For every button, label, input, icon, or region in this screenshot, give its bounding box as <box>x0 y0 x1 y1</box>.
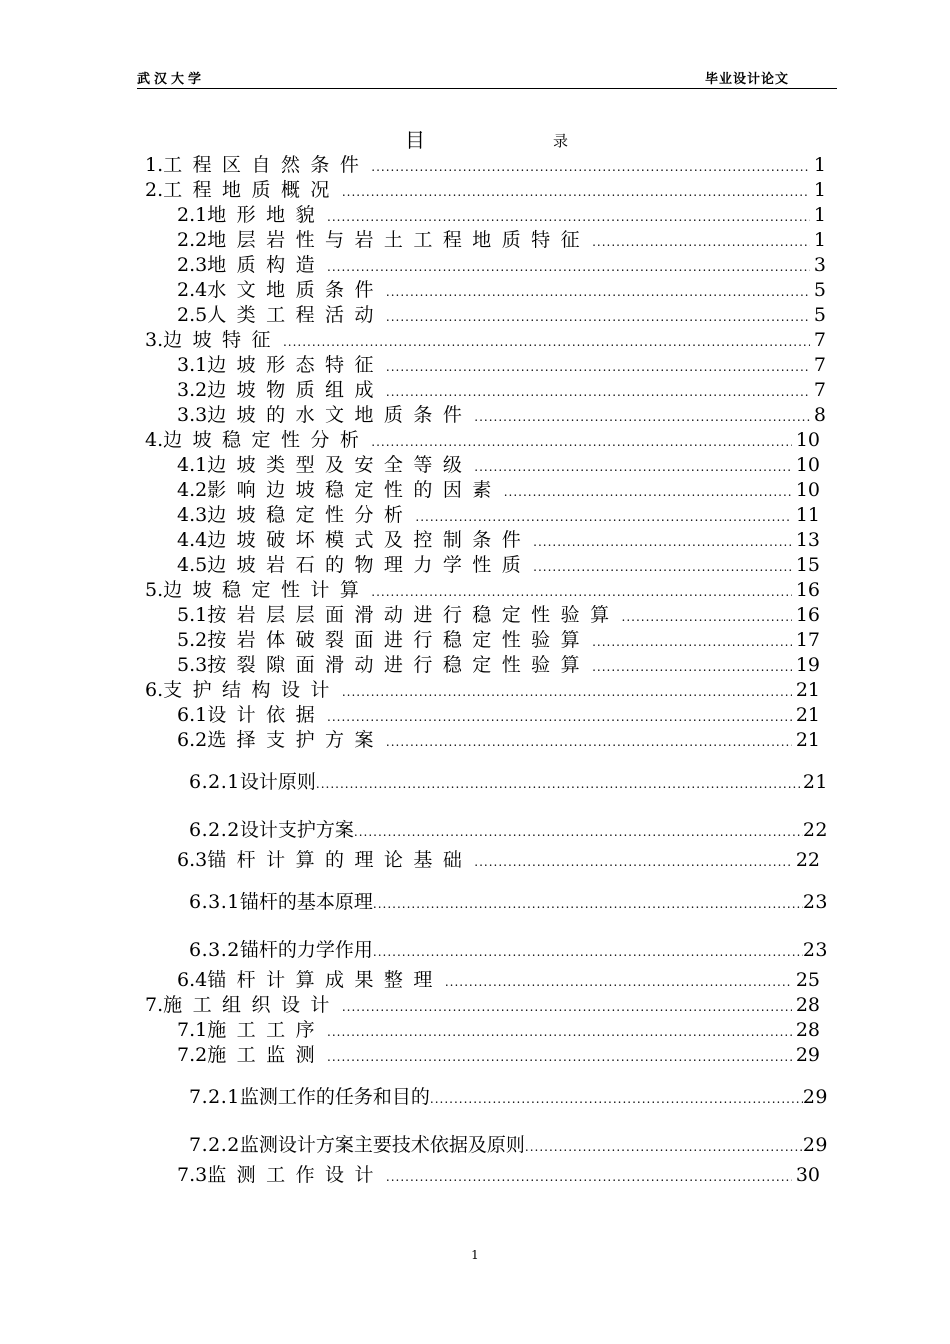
toc-entry-page: 21 <box>795 679 820 701</box>
toc-leader-dots <box>474 855 792 869</box>
toc-entry[interactable] <box>189 1130 828 1154</box>
toc-entry-page: 29 <box>802 1086 828 1108</box>
toc-leader-dots <box>386 735 792 749</box>
toc-entry-page: 29 <box>802 1134 828 1156</box>
toc-entry-number: 2.4 <box>177 279 208 301</box>
toc-entry-label: 工程区自然条件 <box>163 154 370 176</box>
toc-entry-label: 设计支护方案 <box>239 819 354 841</box>
toc-entry-number: 6.1 <box>177 704 208 726</box>
toc-leader-dots <box>371 435 792 449</box>
toc-entry[interactable] <box>177 845 820 869</box>
toc-entry-number: 6.4 <box>177 969 208 991</box>
toc-entry[interactable] <box>189 815 828 839</box>
toc-leader-dots <box>327 1050 792 1064</box>
toc-title-part1: 目 <box>405 128 425 152</box>
toc-entry-label: 施工监测 <box>207 1044 326 1066</box>
toc-entry-label: 设计依据 <box>207 704 326 726</box>
toc-entry[interactable] <box>177 300 826 324</box>
toc-leader-dots <box>283 335 810 349</box>
toc-entry-label: 边坡物质组成 <box>207 379 384 401</box>
toc-entry-label: 锚杆计算的理论基础 <box>207 849 473 871</box>
toc-entry[interactable] <box>177 1015 820 1039</box>
toc-entry-number: 6.3 <box>177 849 208 871</box>
toc-leader-dots <box>504 485 792 499</box>
toc-entry-number: 2.5 <box>177 304 208 326</box>
toc-entry-label: 锚杆的力学作用 <box>239 939 373 961</box>
toc-entry[interactable] <box>189 767 828 791</box>
toc-entry-page: 11 <box>795 504 820 526</box>
toc-leader-dots <box>327 1025 792 1039</box>
toc-entry[interactable] <box>177 475 820 499</box>
toc-title-part2: 录 <box>553 132 569 150</box>
toc-entry[interactable] <box>177 275 826 299</box>
toc-entry-page: 10 <box>795 479 820 501</box>
toc-entry-label: 锚杆的基本原理 <box>239 891 373 913</box>
toc-entry[interactable] <box>177 525 820 549</box>
toc-entry-page: 1 <box>813 179 826 201</box>
toc-entry-number: 6. <box>145 679 164 701</box>
toc-entry-number: 4.3 <box>177 504 208 526</box>
toc-entry-number: 3.2 <box>177 379 208 401</box>
toc-entry-number: 7.1 <box>177 1019 208 1041</box>
toc-entry-page: 5 <box>813 279 826 301</box>
toc-leader-dots <box>533 560 792 574</box>
toc-leader-dots <box>430 1092 803 1106</box>
toc-entry-page: 10 <box>795 429 820 451</box>
toc-entry-number: 6.3.2 <box>189 939 240 961</box>
toc-entry[interactable] <box>177 965 820 989</box>
toc-entry-page: 1 <box>813 204 826 226</box>
toc-entry-number: 6.2 <box>177 729 208 751</box>
toc-entry-label: 边坡类型及安全等级 <box>207 454 473 476</box>
toc-entry-label: 边坡稳定性计算 <box>163 579 370 601</box>
toc-entry-label: 地质构造 <box>207 254 326 276</box>
toc-entry[interactable] <box>189 935 828 959</box>
toc-entry[interactable] <box>177 400 826 424</box>
toc-leader-dots <box>533 535 792 549</box>
toc-entry-page: 23 <box>802 939 828 961</box>
toc-leader-dots <box>474 460 792 474</box>
toc-entry-page: 10 <box>795 454 820 476</box>
toc-leader-dots <box>592 635 792 649</box>
toc-entry-page: 22 <box>802 819 828 841</box>
toc-leader-dots <box>373 945 803 959</box>
toc-entry[interactable] <box>177 650 820 674</box>
toc-entry-number: 4.2 <box>177 479 208 501</box>
toc-entry-number: 2.1 <box>177 204 208 226</box>
toc-entry-label: 监测工作的任务和目的 <box>239 1086 430 1108</box>
toc-entry-number: 4. <box>145 429 164 451</box>
toc-entry-number: 3.1 <box>177 354 208 376</box>
toc-entry-page: 5 <box>813 304 826 326</box>
toc-entry[interactable] <box>177 350 826 374</box>
toc-entry-label: 按裂隙面滑动进行稳定性验算 <box>207 654 591 676</box>
toc-entry-number: 3.3 <box>177 404 208 426</box>
toc-leader-dots <box>445 975 792 989</box>
toc-leader-dots <box>342 685 792 699</box>
toc-entry-page: 19 <box>795 654 820 676</box>
toc-leader-dots <box>327 210 810 224</box>
toc-entry-label: 锚杆计算成果整理 <box>207 969 443 991</box>
toc-entry-label: 施工工序 <box>207 1019 326 1041</box>
toc-entry-number: 2.2 <box>177 229 208 251</box>
toc-leader-dots <box>373 897 803 911</box>
toc-entry-number: 5. <box>145 579 164 601</box>
toc-entry-number: 1. <box>145 154 164 176</box>
toc-leader-dots <box>342 1000 792 1014</box>
toc-entry[interactable] <box>177 550 820 574</box>
toc-leader-dots <box>386 285 810 299</box>
toc-entry[interactable] <box>145 990 820 1014</box>
toc-title <box>0 124 950 150</box>
toc-entry-page: 30 <box>795 1164 820 1186</box>
toc-entry-page: 7 <box>813 354 826 376</box>
toc-entry-number: 5.2 <box>177 629 208 651</box>
toc-entry[interactable] <box>177 450 820 474</box>
toc-entry-number: 6.2.2 <box>189 819 240 841</box>
toc-entry-label: 边坡形态特征 <box>207 354 384 376</box>
toc-entry[interactable] <box>145 425 820 449</box>
toc-leader-dots <box>386 360 810 374</box>
page-number: 1 <box>471 1248 479 1262</box>
toc-entry-number: 7.2.1 <box>189 1086 240 1108</box>
toc-entry[interactable] <box>145 575 820 599</box>
toc-leader-dots <box>415 510 791 524</box>
toc-entry-page: 3 <box>813 254 826 276</box>
toc-entry-page: 13 <box>795 529 820 551</box>
toc-entry-page: 7 <box>813 379 826 401</box>
toc-entry-page: 17 <box>795 629 820 651</box>
toc-entry-number: 7. <box>145 994 164 1016</box>
toc-entry[interactable] <box>177 725 820 749</box>
header-doc-type: 毕业设计论文 <box>704 72 789 87</box>
toc-entry-label: 设计原则 <box>239 771 316 793</box>
toc-entry-number: 2. <box>145 179 164 201</box>
toc-entry-page: 25 <box>795 969 820 991</box>
toc-leader-dots <box>592 235 810 249</box>
toc-entry-page: 21 <box>795 729 820 751</box>
toc-entry-number: 4.1 <box>177 454 208 476</box>
toc-entry[interactable] <box>145 175 826 199</box>
toc-entry-label: 监测工作设计 <box>207 1164 384 1186</box>
header-university: 武汉大学 <box>137 72 206 87</box>
toc-entry[interactable] <box>145 150 826 174</box>
toc-entry-label: 地形地貌 <box>207 204 326 226</box>
toc-entry-page: 28 <box>795 1019 820 1041</box>
toc-entry-label: 按岩体破裂面进行稳定性验算 <box>207 629 591 651</box>
toc-entry-number: 4.4 <box>177 529 208 551</box>
toc-entry-label: 人类工程活动 <box>207 304 384 326</box>
toc-entry[interactable] <box>177 600 820 624</box>
toc-entry-page: 7 <box>813 329 826 351</box>
toc-entry-page: 16 <box>795 604 820 626</box>
toc-entry[interactable] <box>145 675 820 699</box>
page-header <box>137 66 837 89</box>
toc-entry-label: 支护结构设计 <box>163 679 340 701</box>
toc-entry[interactable] <box>145 325 826 349</box>
toc-leader-dots <box>386 385 810 399</box>
toc-entry-page: 22 <box>795 849 820 871</box>
toc-entry-number: 7.2.2 <box>189 1134 240 1156</box>
toc-entry[interactable] <box>177 625 820 649</box>
toc-leader-dots <box>371 585 792 599</box>
toc-entry-label: 工程地质概况 <box>163 179 340 201</box>
toc-entry-label: 施工组织设计 <box>163 994 340 1016</box>
toc-leader-dots <box>386 1170 792 1184</box>
toc-entry-label: 影响边坡稳定性的因素 <box>207 479 502 501</box>
toc-leader-dots <box>316 777 803 791</box>
toc-entry[interactable] <box>177 700 820 724</box>
toc-entry-number: 5.3 <box>177 654 208 676</box>
toc-leader-dots <box>525 1140 803 1154</box>
toc-entry-page: 21 <box>802 771 828 793</box>
toc-entry-label: 边坡岩石的物理力学性质 <box>207 554 532 576</box>
toc-entry-label: 按岩层层面滑动进行稳定性验算 <box>207 604 620 626</box>
toc-entry-page: 23 <box>802 891 828 913</box>
toc-leader-dots <box>474 410 810 424</box>
toc-entry-page: 1 <box>813 154 826 176</box>
toc-leader-dots <box>371 160 810 174</box>
toc-leader-dots <box>386 310 810 324</box>
toc-leader-dots <box>327 260 810 274</box>
toc-entry-label: 边坡的水文地质条件 <box>207 404 473 426</box>
toc-entry-label: 监测设计方案主要技术依据及原则 <box>239 1134 525 1156</box>
toc-entry-page: 21 <box>795 704 820 726</box>
toc-entry-number: 3. <box>145 329 164 351</box>
toc-entry-page: 15 <box>795 554 820 576</box>
toc-entry-number: 2.3 <box>177 254 208 276</box>
toc-entry-page: 29 <box>795 1044 820 1066</box>
toc-entry-label: 边坡稳定性分析 <box>207 504 414 526</box>
toc-leader-dots <box>622 610 792 624</box>
toc-entry[interactable] <box>189 1082 828 1106</box>
toc-entry[interactable] <box>177 200 826 224</box>
toc-entry[interactable] <box>177 500 820 524</box>
toc-entry-label: 选择支护方案 <box>207 729 384 751</box>
toc-entry[interactable] <box>177 1040 820 1064</box>
toc-entry-page: 8 <box>813 404 826 426</box>
toc-entry[interactable] <box>177 250 826 274</box>
toc-entry[interactable] <box>177 225 826 249</box>
toc-entry[interactable] <box>177 1160 820 1184</box>
toc-leader-dots <box>342 185 810 199</box>
toc-entry-label: 边坡破坏模式及控制条件 <box>207 529 532 551</box>
toc-entry-number: 7.3 <box>177 1164 208 1186</box>
toc-entry[interactable] <box>177 375 826 399</box>
toc-entry-number: 6.2.1 <box>189 771 240 793</box>
toc-entry-label: 边坡特征 <box>163 329 281 351</box>
toc-entry-label: 地层岩性与岩土工程地质特征 <box>207 229 591 251</box>
toc-entry-number: 6.3.1 <box>189 891 240 913</box>
toc-entry-label: 边坡稳定性分析 <box>163 429 370 451</box>
toc-entry-page: 28 <box>795 994 820 1016</box>
toc-leader-dots <box>592 660 792 674</box>
toc-entry-page: 1 <box>813 229 826 251</box>
toc-entry-page: 16 <box>795 579 820 601</box>
toc-entry-label: 水文地质条件 <box>207 279 384 301</box>
toc-leader-dots <box>327 710 792 724</box>
toc-entry-number: 7.2 <box>177 1044 208 1066</box>
toc-entry[interactable] <box>189 887 828 911</box>
toc-entry-number: 5.1 <box>177 604 208 626</box>
toc-entry-number: 4.5 <box>177 554 208 576</box>
toc-leader-dots <box>354 825 803 839</box>
